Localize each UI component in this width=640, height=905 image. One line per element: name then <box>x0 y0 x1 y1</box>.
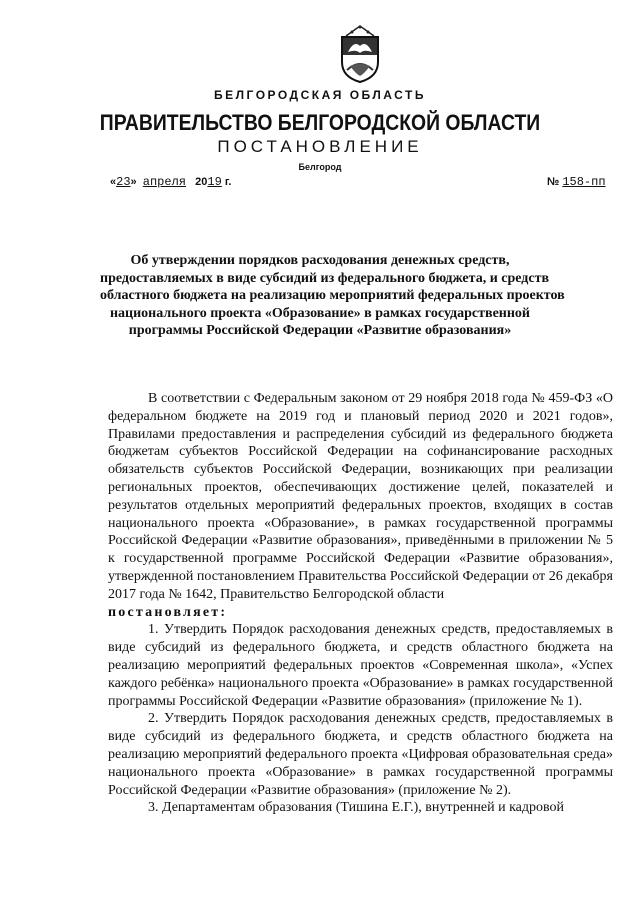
document-title <box>100 252 565 340</box>
resolves-word: постановляет: <box>108 604 228 620</box>
title-line: национального проекта «Образование» в рамках государственной <box>109 305 530 321</box>
date-year-unit: г. <box>224 176 232 188</box>
item-1-paragraph: 1. Утвердить Порядок расходования денежных средств, предоставляемых в виде субсидий из федерального бюджета, и средств областного бюджета на реализацию мероприятий федеральных проектов «Современная школа», «Успех каждого ребёнка» национального проекта «Образование» в рамках государственной программы Российской Федерации «Развитие образования» (приложение № 1). <box>108 622 613 709</box>
date-year-prefix: 20 <box>195 176 208 188</box>
document-type: ПОСТАНОВЛЕНИЕ <box>217 137 423 156</box>
date-close-quote: » <box>130 176 137 188</box>
number-value: 158-пп <box>562 175 606 189</box>
date-day: 23 <box>116 175 131 189</box>
title-line: программы Российской Федерации «Развитие образования» <box>128 323 512 338</box>
date-month: апреля <box>142 175 186 189</box>
city-name: Белгород <box>298 162 342 172</box>
document-number <box>547 175 606 189</box>
title-line: Об утверждении порядков расходования денежных средств, <box>130 253 510 268</box>
document-date <box>110 175 231 189</box>
date-year-suffix: 19 <box>207 175 222 189</box>
government-name: ПРАВИТЕЛЬСТВО БЕЛГОРОДСКОЙ ОБЛАСТИ <box>99 110 541 135</box>
coat-of-arms-icon <box>334 22 386 84</box>
region-name: БЕЛГОРОДСКАЯ ОБЛАСТЬ <box>214 88 426 102</box>
title-line: областного бюджета на реализацию мероприятий федеральных проектов <box>100 288 565 303</box>
preamble-paragraph: В соответствии с Федеральным законом от 29 ноября 2018 года № 459-ФЗ «О федеральном бюджете на 2019 год и плановый период 2020 и 2021 годов», Правилами предоставления и распределения субсидий из федерального бюджета бюджетам субъектов Российской Федерации на софинансирование расходных обязательств субъектов Российской Федерации, возникающих при реализации региональных проектов, обеспечивающих достижение целей, показателей и результатов отдельных мероприятий федеральных проектов, входящих в состав национального проекта «Образование», в рамках государственной программы Российской Федерации «Развитие образования», приведёнными в приложении № 5 к государственной программе Российской Федерации «Развитие образования», утвержденной постановлением Правительства Российской Федерации от 26 декабря 2017 года № 1642, Правительство Белгородской области <box>108 391 613 602</box>
item-3-paragraph: 3. Департаментам образования (Тишина Е.Г.), внутренней и кадровой <box>148 800 565 816</box>
number-prefix: № <box>547 176 560 188</box>
date-open-quote: « <box>110 176 117 188</box>
document-body <box>108 390 613 817</box>
title-line: предоставляемых в виде субсидий из федерального бюджета, и средств <box>100 270 550 286</box>
item-2-paragraph: 2. Утвердить Порядок расходования денежных средств, предоставляемых в виде субсидий из федерального бюджета, и средств областного бюджета на реализацию мероприятий федерального проекта «Цифровая образовательная среда» национального проекта «Образование» в рамках государственной программы Российской Федерации «Развитие образования» (приложение № 2). <box>108 711 613 798</box>
